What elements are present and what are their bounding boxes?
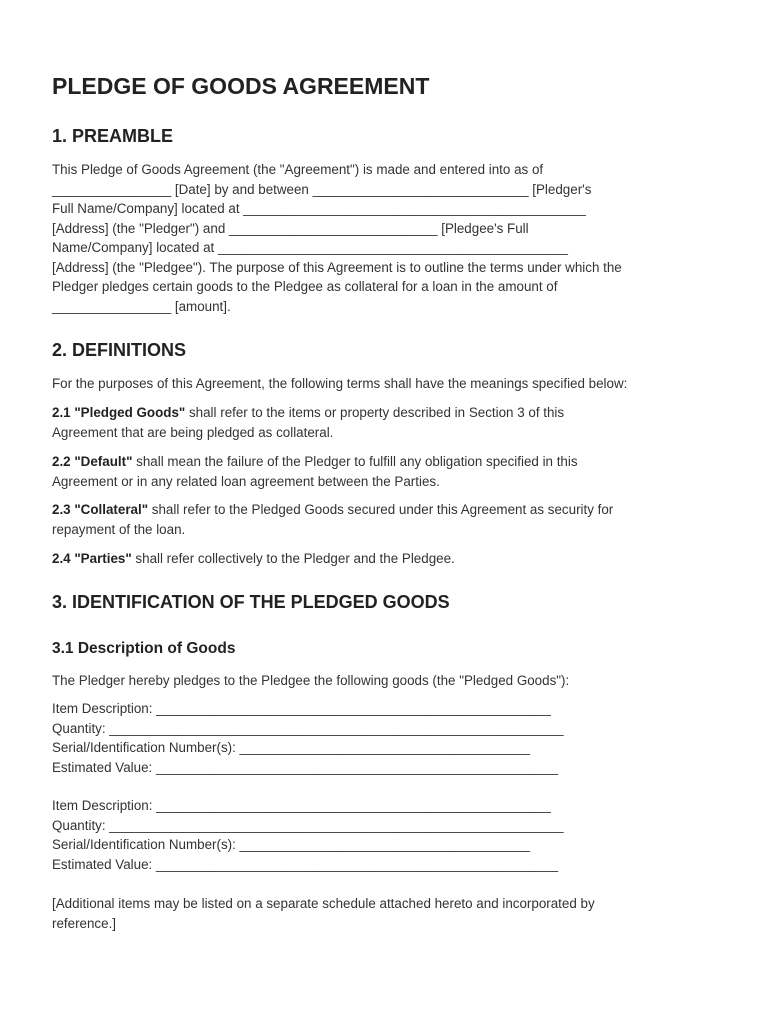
estimated-value-field: Estimated Value: ______________________________________________________ xyxy=(52,856,559,872)
item-description-field: Item Description: _____________________________________________________ xyxy=(52,798,551,813)
definition-term: 2.4 "Parties" xyxy=(52,551,132,566)
definition-term: 2.2 "Default" xyxy=(52,454,133,469)
preamble-line: Name/Company] located at _______________________________________________ xyxy=(52,240,568,255)
preamble-paragraph xyxy=(52,160,622,316)
goods-item-group xyxy=(52,699,564,777)
goods-item-group xyxy=(52,796,564,874)
definitions-intro xyxy=(52,374,627,394)
section-heading-definitions: 2. DEFINITIONS xyxy=(52,340,187,360)
definition-item-default xyxy=(52,452,578,491)
item-description-field: Item Description: _____________________________________________________ xyxy=(52,701,551,716)
definition-item-collateral xyxy=(52,500,613,539)
preamble-line: ________________ [amount]. xyxy=(52,298,231,314)
quantity-field: Quantity: _____________________________________________________________ xyxy=(52,817,564,833)
definition-item-pledged-goods xyxy=(52,403,564,442)
section-heading-preamble: 1. PREAMBLE xyxy=(52,126,174,146)
definition-term: 2.3 "Collateral" xyxy=(52,502,149,517)
section-heading-identification: 3. IDENTIFICATION OF THE PLEDGED GOODS xyxy=(52,592,450,612)
additional-items-note xyxy=(52,894,595,933)
definition-text: repayment of the loan. xyxy=(52,521,186,537)
definition-text: Agreement that are being pledged as collateral. xyxy=(52,424,334,440)
preamble-line: This Pledge of Goods Agreement (the "Agreement") is made and entered into as of xyxy=(52,162,544,177)
preamble-line: Full Name/Company] located at ______________________________________________ xyxy=(52,201,586,216)
preamble-line: Pledger pledges certain goods to the Pledgee as collateral for a loan in the amount of xyxy=(52,279,558,294)
definition-text: shall refer to the items or property described in Section 3 of this xyxy=(185,405,565,420)
identification-intro-text: The Pledger hereby pledges to the Pledgee the following goods (the "Pledged Goods"): xyxy=(52,673,570,688)
definition-text: shall refer collectively to the Pledger and the Pledgee. xyxy=(131,551,455,566)
serial-number-field: Serial/Identification Number(s): _______________________________________ xyxy=(52,740,530,755)
definition-term: 2.1 "Pledged Goods" xyxy=(52,405,186,420)
definition-text: shall mean the failure of the Pledger to fulfill any obligation specified in this xyxy=(132,454,578,469)
quantity-field: Quantity: _____________________________________________________________ xyxy=(52,720,564,736)
note-line: [Additional items may be listed on a separate schedule attached hereto and incorporated by xyxy=(52,896,595,911)
document-title: PLEDGE OF GOODS AGREEMENT xyxy=(52,73,430,99)
definition-item-parties xyxy=(52,549,455,569)
preamble-line: ________________ [Date] by and between _____________________________ [Pledger's xyxy=(52,181,592,197)
preamble-line: [Address] (the "Pledgee"). The purpose of this Agreement is to outline the terms under which the xyxy=(52,259,622,275)
preamble-line: [Address] (the "Pledger") and ____________________________ [Pledgee's Full xyxy=(52,220,529,236)
identification-intro xyxy=(52,671,569,691)
definition-text: shall refer to the Pledged Goods secured under this Agreement as security for xyxy=(148,502,614,517)
serial-number-field: Serial/Identification Number(s): _______________________________________ xyxy=(52,837,530,852)
definitions-intro-text: For the purposes of this Agreement, the following terms shall have the meanings specified below: xyxy=(52,376,628,391)
subsection-heading-description: 3.1 Description of Goods xyxy=(52,640,236,657)
definition-text: Agreement or in any related loan agreement between the Parties. xyxy=(52,473,440,489)
estimated-value-field: Estimated Value: ______________________________________________________ xyxy=(52,759,559,775)
note-line: reference.] xyxy=(52,915,117,931)
